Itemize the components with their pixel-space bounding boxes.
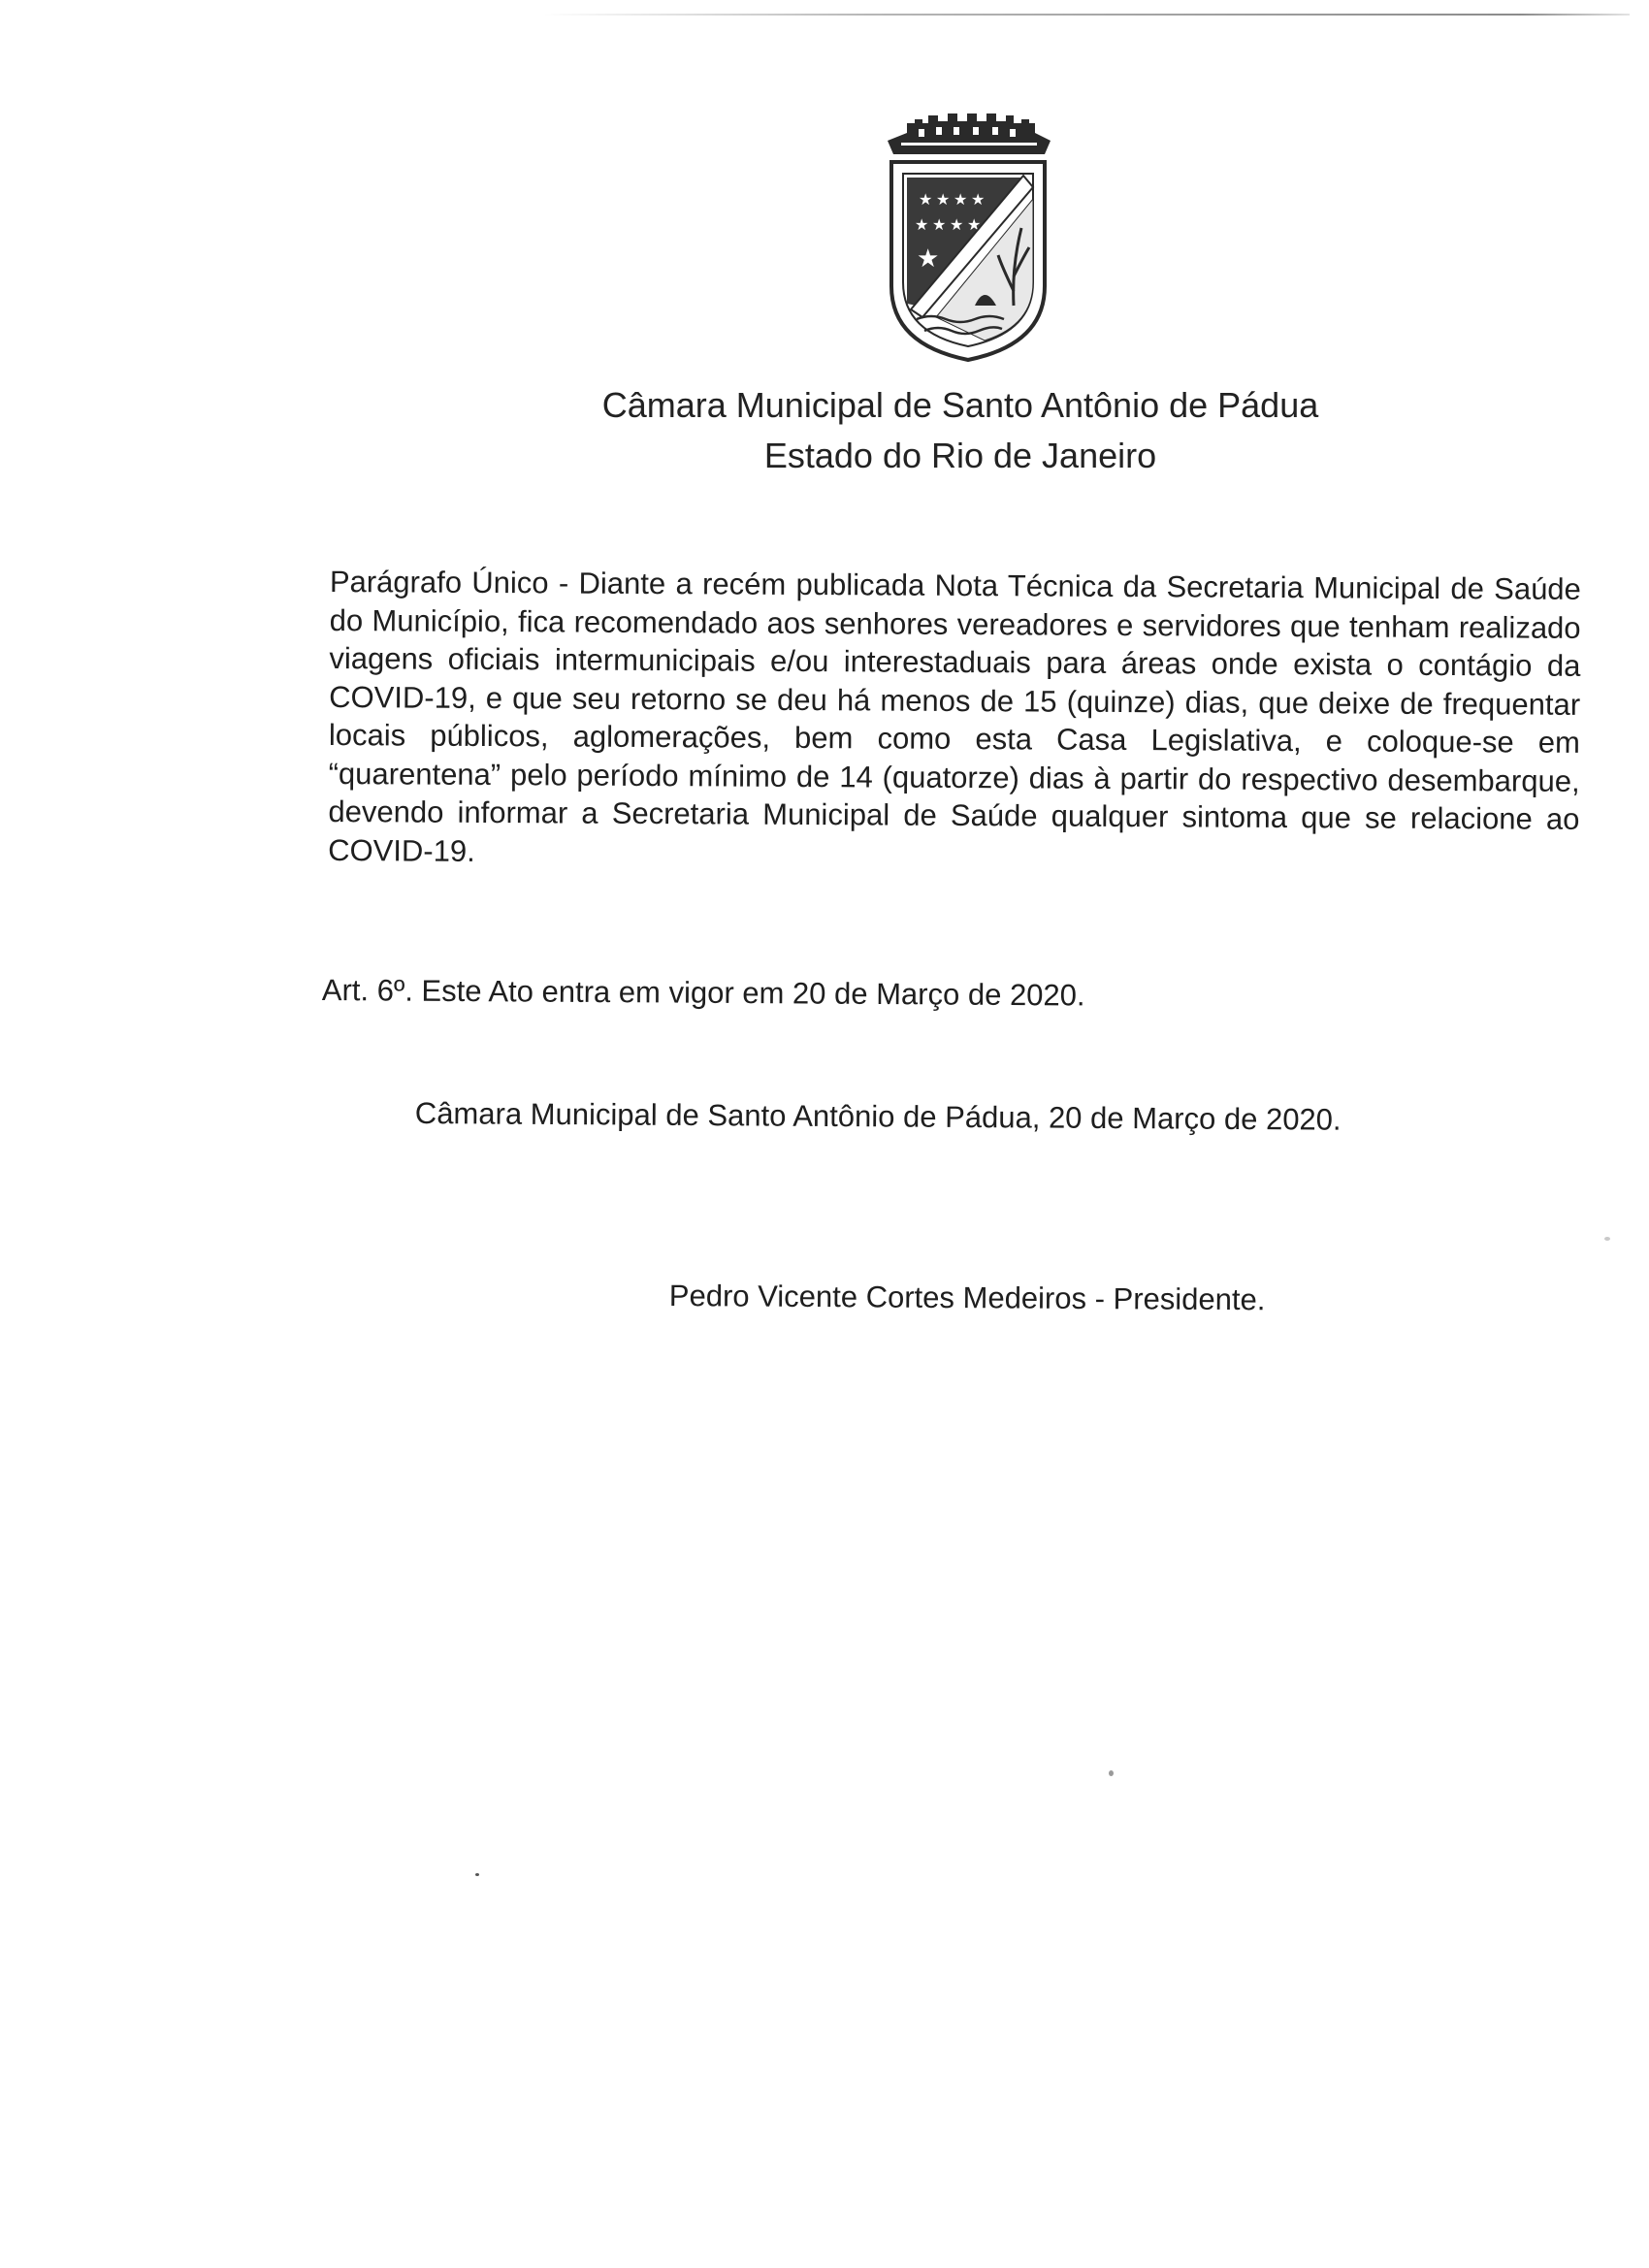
paragrafo-unico: Parágrafo Único - Diante a recém publicada Nota Técnica da Secretaria Municipal de Saúde do Município, fica recomendado aos senhores vereadores e servidores que tenham realizado viagens oficiais intermunicipais e/ou interestaduais para áreas onde exista o contágio da COVID-19, e que seu retorno se deu há menos de 15 (quinze) dias, que deixe de frequentar locais públicos, aglomerações, bem como esta Casa Legislativa, e coloque-se em “quarentena” pelo período mínimo de 14 (quatorze) dias à partir do respectivo desembarque, devendo informar a Secretaria Municipal de Saúde qualquer sintoma que se relacione ao COVID-19. — [328, 564, 1581, 868]
svg-text:★: ★ — [919, 190, 933, 209]
svg-text:★: ★ — [950, 215, 964, 234]
article-6: Art. 6º. Este Ato entra em vigor em 20 de Março de 2020. — [321, 973, 1085, 1013]
scan-speck — [1109, 1770, 1114, 1776]
svg-text:★: ★ — [932, 215, 947, 234]
scan-speck — [1604, 1237, 1610, 1241]
institution-name: Câmara Municipal de Santo Antônio de Pádua — [601, 385, 1319, 425]
svg-text:★: ★ — [936, 190, 951, 209]
municipal-coat-of-arms-icon — [878, 112, 1057, 364]
state-name: Estado do Rio de Janeiro — [763, 436, 1157, 475]
signatory-line: Pedro Vicente Cortes Medeiros - Presidente. — [668, 1279, 1266, 1317]
svg-text:★: ★ — [967, 215, 982, 234]
scan-speck — [475, 1873, 479, 1876]
svg-text:★: ★ — [971, 190, 986, 209]
scan-artifact-line — [543, 14, 1630, 16]
svg-text:★: ★ — [915, 215, 929, 234]
place-and-date: Câmara Municipal de Santo Antônio de Pádua, 20 de Março de 2020. — [414, 1096, 1342, 1137]
document-header — [0, 380, 1649, 481]
svg-text:★: ★ — [917, 244, 940, 274]
svg-text:★: ★ — [954, 190, 968, 209]
